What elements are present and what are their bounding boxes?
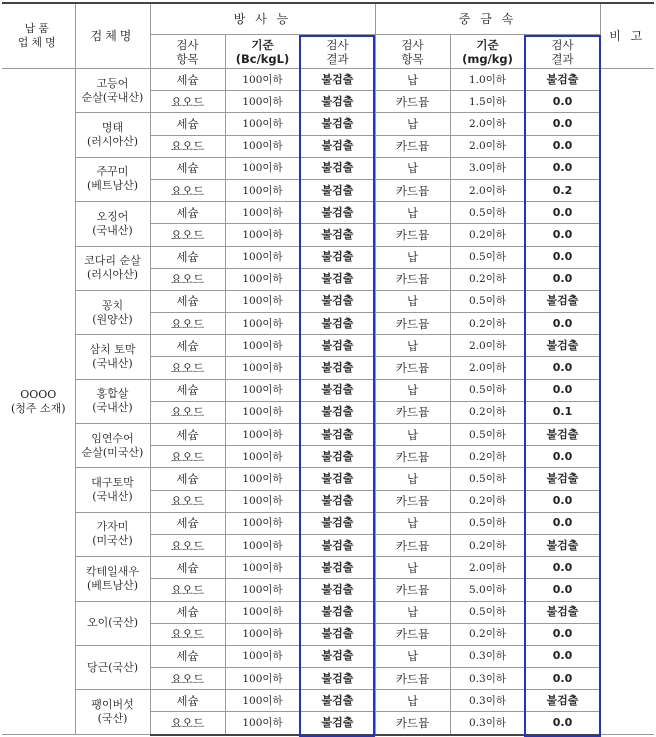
rad-test-item: 요오드 (150, 224, 225, 246)
hm-result: 0.0 (525, 668, 600, 690)
header-hm-standard (450, 35, 525, 69)
rad-test-item: 세슘 (150, 645, 225, 667)
hm-result: 불검출 (525, 690, 600, 712)
item-name: 오징어 (국내산) (92, 209, 133, 237)
rad-standard: 100이하 (225, 579, 300, 601)
item-name-cell (75, 601, 150, 645)
header-rad-test-item-label: 검사 항목 (176, 37, 199, 66)
rad-test-item: 세슘 (150, 512, 225, 534)
rad-test-item: 요오드 (150, 135, 225, 157)
rad-test-item: 세슘 (150, 424, 225, 446)
item-name-cell (75, 468, 150, 512)
item-name: 홍합살 (국내산) (92, 387, 133, 415)
item-name-cell (75, 246, 150, 290)
hm-test-item: 카드뮴 (375, 357, 450, 379)
hm-test-item: 납 (375, 468, 450, 490)
item-name-cell (75, 69, 150, 113)
hm-standard: 0.2이하 (450, 401, 525, 423)
header-rad-standard (225, 35, 300, 69)
hm-test-item: 카드뮴 (375, 623, 450, 645)
rad-test-item: 세슘 (150, 69, 225, 91)
rad-test-item: 세슘 (150, 246, 225, 268)
hm-test-item: 납 (375, 424, 450, 446)
rad-standard: 100이하 (225, 623, 300, 645)
rad-result: 불검출 (300, 446, 375, 468)
hm-result: 0.0 (525, 113, 600, 135)
hm-test-item: 납 (375, 512, 450, 534)
hm-standard: 0.2이하 (450, 268, 525, 290)
hm-test-item: 카드뮴 (375, 224, 450, 246)
table-row (2, 202, 654, 224)
header-heavy-metal: 중 금 속 (375, 3, 600, 35)
hm-standard: 0.5이하 (450, 202, 525, 224)
hm-result: 0.0 (525, 579, 600, 601)
item-name-cell (75, 290, 150, 334)
hm-test-item: 카드뮴 (375, 446, 450, 468)
item-name-cell (75, 690, 150, 735)
header-hm-test-item-label: 검사 항목 (401, 37, 424, 66)
header-rad-test-item (150, 35, 225, 69)
rad-result: 불검출 (300, 468, 375, 490)
header-rad-result-label: 검사 결과 (326, 37, 349, 66)
rad-result: 불검출 (300, 179, 375, 201)
hm-test-item: 납 (375, 202, 450, 224)
header-hm-test-item (375, 35, 450, 69)
hm-test-item: 납 (375, 246, 450, 268)
rad-test-item: 세슘 (150, 601, 225, 623)
item-name-cell (75, 113, 150, 157)
hm-standard: 0.3이하 (450, 645, 525, 667)
table-row (2, 290, 654, 312)
hm-test-item: 카드뮴 (375, 268, 450, 290)
item-name: 당근(국산) (86, 660, 139, 674)
hm-standard: 2.0이하 (450, 557, 525, 579)
item-name-cell (75, 157, 150, 201)
rad-test-item: 세슘 (150, 335, 225, 357)
hm-result: 0.0 (525, 268, 600, 290)
rad-result: 불검출 (300, 424, 375, 446)
rad-result: 불검출 (300, 113, 375, 135)
table-row (2, 335, 654, 357)
hm-result: 0.0 (525, 91, 600, 113)
rad-standard: 100이하 (225, 91, 300, 113)
rad-test-item: 요오드 (150, 268, 225, 290)
rad-result: 불검출 (300, 246, 375, 268)
hm-standard: 2.0이하 (450, 135, 525, 157)
remarks-cell (600, 69, 654, 735)
table-row (2, 69, 654, 91)
hm-standard: 0.3이하 (450, 690, 525, 712)
hm-test-item: 납 (375, 645, 450, 667)
rad-standard: 100이하 (225, 446, 300, 468)
rad-result: 불검출 (300, 557, 375, 579)
rad-result: 불검출 (300, 157, 375, 179)
rad-result: 불검출 (300, 91, 375, 113)
hm-standard: 0.5이하 (450, 246, 525, 268)
hm-test-item: 납 (375, 290, 450, 312)
rad-result: 불검출 (300, 268, 375, 290)
hm-standard: 2.0이하 (450, 335, 525, 357)
table-row (2, 512, 654, 534)
table-row (2, 113, 654, 135)
hm-result: 0.0 (525, 135, 600, 157)
header-company (2, 3, 75, 69)
hm-result: 0.0 (525, 557, 600, 579)
item-name: 칵테일새우 (베트남산) (85, 564, 140, 592)
rad-standard: 100이하 (225, 379, 300, 401)
item-name-cell (75, 379, 150, 423)
item-name: 대구토막 (국내산) (91, 476, 134, 504)
item-name-cell (75, 335, 150, 379)
rad-standard: 100이하 (225, 534, 300, 556)
hm-test-item: 카드뮴 (375, 401, 450, 423)
hm-test-item: 납 (375, 379, 450, 401)
hm-standard: 2.0이하 (450, 113, 525, 135)
hm-result: 0.0 (525, 357, 600, 379)
rad-standard: 100이하 (225, 69, 300, 91)
rad-test-item: 요오드 (150, 313, 225, 335)
hm-result: 0.1 (525, 401, 600, 423)
item-name: 임연수어 순살(미국산) (81, 431, 144, 459)
rad-test-item: 요오드 (150, 91, 225, 113)
hm-test-item: 납 (375, 690, 450, 712)
rad-test-item: 세슘 (150, 690, 225, 712)
hm-standard: 0.5이하 (450, 468, 525, 490)
hm-result: 0.2 (525, 179, 600, 201)
rad-result: 불검출 (300, 357, 375, 379)
rad-standard: 100이하 (225, 468, 300, 490)
rad-test-item: 요오드 (150, 712, 225, 735)
header-remarks: 비 고 (600, 3, 654, 69)
table-row (2, 557, 654, 579)
rad-standard: 100이하 (225, 313, 300, 335)
item-name-cell (75, 645, 150, 689)
hm-test-item: 카드뮴 (375, 179, 450, 201)
hm-result: 불검출 (525, 69, 600, 91)
inspection-results-table (2, 2, 654, 736)
hm-result: 0.0 (525, 202, 600, 224)
rad-result: 불검출 (300, 335, 375, 357)
rad-result: 불검출 (300, 534, 375, 556)
hm-standard: 0.5이하 (450, 424, 525, 446)
rad-standard: 100이하 (225, 357, 300, 379)
rad-test-item: 요오드 (150, 357, 225, 379)
rad-test-item: 요오드 (150, 446, 225, 468)
rad-test-item: 세슘 (150, 379, 225, 401)
header-rad-result (300, 35, 375, 69)
hm-test-item: 납 (375, 113, 450, 135)
item-name-cell (75, 557, 150, 601)
hm-result: 0.0 (525, 379, 600, 401)
hm-result: 불검출 (525, 424, 600, 446)
item-name: 삼치 토막 (국내산) (89, 342, 136, 370)
table-row (2, 157, 654, 179)
hm-standard: 3.0이하 (450, 157, 525, 179)
hm-standard: 0.2이하 (450, 490, 525, 512)
header-item: 검체명 (75, 3, 150, 69)
rad-standard: 100이하 (225, 601, 300, 623)
rad-standard: 100이하 (225, 246, 300, 268)
rad-test-item: 요오드 (150, 668, 225, 690)
rad-standard: 100이하 (225, 668, 300, 690)
rad-test-item: 요오드 (150, 579, 225, 601)
hm-standard: 1.0이하 (450, 69, 525, 91)
rad-standard: 100이하 (225, 490, 300, 512)
rad-result: 불검출 (300, 601, 375, 623)
header-hm-result-label: 검사 결과 (551, 37, 574, 66)
rad-test-item: 세슘 (150, 157, 225, 179)
hm-test-item: 카드뮴 (375, 534, 450, 556)
hm-standard: 0.2이하 (450, 534, 525, 556)
rad-result: 불검출 (300, 645, 375, 667)
rad-result: 불검출 (300, 512, 375, 534)
hm-standard: 2.0이하 (450, 179, 525, 201)
rad-result: 불검출 (300, 69, 375, 91)
rad-test-item: 요오드 (150, 179, 225, 201)
hm-standard: 5.0이하 (450, 579, 525, 601)
rad-test-item: 요오드 (150, 490, 225, 512)
hm-result: 0.0 (525, 712, 600, 735)
rad-result: 불검출 (300, 290, 375, 312)
hm-standard: 0.3이하 (450, 668, 525, 690)
hm-standard: 0.5이하 (450, 601, 525, 623)
rad-standard: 100이하 (225, 557, 300, 579)
rad-standard: 100이하 (225, 224, 300, 246)
hm-test-item: 카드뮴 (375, 490, 450, 512)
table-row (2, 246, 654, 268)
hm-result: 불검출 (525, 290, 600, 312)
hm-result: 0.0 (525, 246, 600, 268)
header-radioactivity: 방 사 능 (150, 3, 375, 35)
rad-standard: 100이하 (225, 202, 300, 224)
hm-test-item: 카드뮴 (375, 668, 450, 690)
rad-standard: 100이하 (225, 512, 300, 534)
rad-result: 불검출 (300, 623, 375, 645)
rad-test-item: 세슘 (150, 202, 225, 224)
hm-test-item: 카드뮴 (375, 313, 450, 335)
hm-result: 0.0 (525, 446, 600, 468)
hm-standard: 0.2이하 (450, 224, 525, 246)
hm-result: 0.0 (525, 313, 600, 335)
rad-test-item: 세슘 (150, 290, 225, 312)
hm-standard: 0.5이하 (450, 290, 525, 312)
rad-standard: 100이하 (225, 712, 300, 735)
hm-result: 불검출 (525, 534, 600, 556)
hm-test-item: 납 (375, 157, 450, 179)
table-body (2, 69, 654, 735)
hm-result: 0.0 (525, 224, 600, 246)
rad-result: 불검출 (300, 579, 375, 601)
hm-result: 0.0 (525, 157, 600, 179)
rad-standard: 100이하 (225, 113, 300, 135)
hm-test-item: 카드뮴 (375, 712, 450, 735)
rad-standard: 100이하 (225, 157, 300, 179)
rad-test-item: 요오드 (150, 401, 225, 423)
rad-test-item: 세슘 (150, 557, 225, 579)
hm-result: 불검출 (525, 335, 600, 357)
rad-standard: 100이하 (225, 335, 300, 357)
hm-test-item: 납 (375, 601, 450, 623)
rad-result: 불검출 (300, 224, 375, 246)
rad-standard: 100이하 (225, 690, 300, 712)
table-row (2, 468, 654, 490)
hm-standard: 0.2이하 (450, 446, 525, 468)
rad-test-item: 요오드 (150, 623, 225, 645)
rad-standard: 100이하 (225, 290, 300, 312)
hm-test-item: 카드뮴 (375, 579, 450, 601)
item-name: 꽁치 (원양산) (92, 298, 133, 326)
item-name: 코다리 순살 (러시아산) (84, 254, 141, 282)
item-name: 가자미 (미국산) (92, 520, 133, 548)
hm-standard: 0.5이하 (450, 379, 525, 401)
rad-result: 불검출 (300, 313, 375, 335)
table-row (2, 601, 654, 623)
hm-result: 불검출 (525, 601, 600, 623)
rad-standard: 100이하 (225, 135, 300, 157)
rad-result: 불검출 (300, 401, 375, 423)
rad-result: 불검출 (300, 690, 375, 712)
table-row (2, 379, 654, 401)
rad-test-item: 세슘 (150, 468, 225, 490)
rad-standard: 100이하 (225, 179, 300, 201)
hm-result: 불검출 (525, 468, 600, 490)
rad-standard: 100이하 (225, 645, 300, 667)
item-name: 주꾸미 (베트남산) (86, 165, 139, 193)
rad-result: 불검출 (300, 490, 375, 512)
hm-standard: 1.5이하 (450, 91, 525, 113)
hm-result: 0.0 (525, 512, 600, 534)
hm-standard: 0.3이하 (450, 712, 525, 735)
company-cell (2, 69, 75, 735)
item-name: 고등어 순살(국내산) (81, 76, 144, 104)
hm-test-item: 납 (375, 335, 450, 357)
table-row (2, 645, 654, 667)
rad-standard: 100이하 (225, 268, 300, 290)
rad-test-item: 요오드 (150, 534, 225, 556)
item-name-cell (75, 512, 150, 556)
rad-result: 불검출 (300, 668, 375, 690)
hm-result: 0.0 (525, 645, 600, 667)
table-row (2, 424, 654, 446)
header-hm-standard-label: 기준 (mg/kg) (462, 37, 513, 66)
hm-standard: 0.5이하 (450, 512, 525, 534)
table-row (2, 690, 654, 712)
rad-result: 불검출 (300, 135, 375, 157)
item-name: 명태 (러시아산) (86, 121, 139, 149)
hm-test-item: 카드뮴 (375, 135, 450, 157)
hm-test-item: 납 (375, 557, 450, 579)
header-company-label: 납품 업체명 (17, 22, 59, 49)
hm-result: 0.0 (525, 490, 600, 512)
item-name-cell (75, 424, 150, 468)
hm-standard: 2.0이하 (450, 357, 525, 379)
hm-standard: 0.2이하 (450, 313, 525, 335)
company-name: OOOO (청주 소재) (10, 387, 66, 415)
hm-result: 0.0 (525, 623, 600, 645)
rad-test-item: 세슘 (150, 113, 225, 135)
rad-result: 불검출 (300, 712, 375, 735)
item-name-cell (75, 202, 150, 246)
hm-test-item: 납 (375, 69, 450, 91)
rad-result: 불검출 (300, 379, 375, 401)
rad-standard: 100이하 (225, 424, 300, 446)
header-rad-standard-label: 기준 (Bc/kgL) (235, 37, 290, 66)
header-hm-result (525, 35, 600, 69)
hm-standard: 0.2이하 (450, 623, 525, 645)
item-name: 오이(국산) (86, 616, 139, 630)
item-name: 팽이버섯 (국산) (91, 698, 134, 726)
hm-test-item: 카드뮴 (375, 91, 450, 113)
rad-standard: 100이하 (225, 401, 300, 423)
rad-result: 불검출 (300, 202, 375, 224)
